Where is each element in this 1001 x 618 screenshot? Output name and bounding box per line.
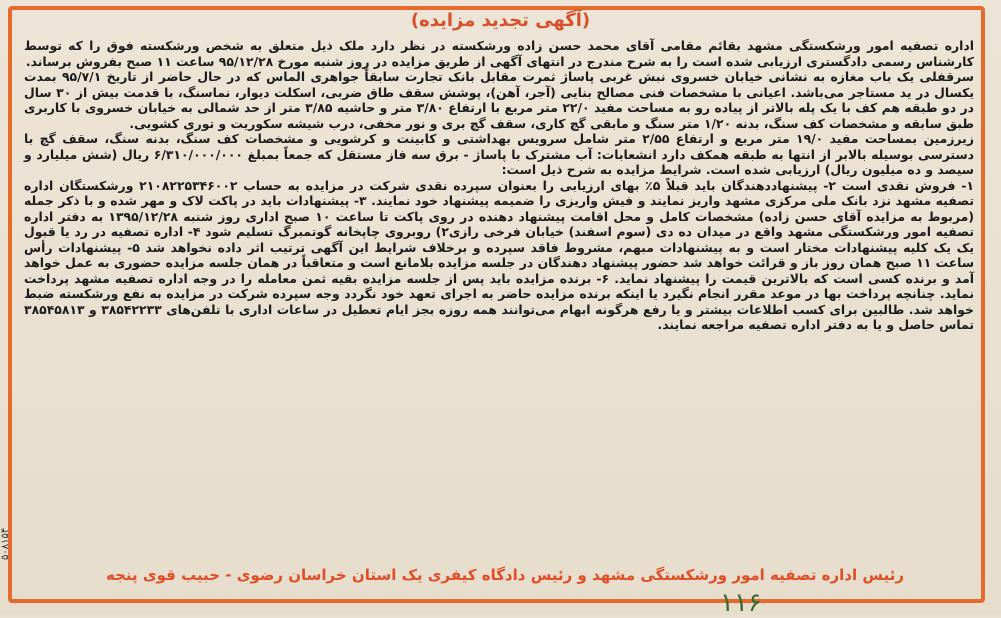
intro-paragraph: اداره تصفیه امور ورشکستگی مشهد بقائم مقامی آقای محمد حسن زاده ورشکسته در نظر دارد ملک ذیل متعلق به شخص ورشکسته فوق را که توسط کارشناس رسمی دادگستری ارزیابی شده است را به شرح مندرج در انتهای آگهی از طریق مزایده در روز شنبه مورخ ۹۵/۱۲/۲۸ ساعت ۱۱ صبح بفروش برساند.: [24, 38, 974, 69]
side-reference-code: ۵۰۸۱۵۴: [0, 527, 11, 560]
ad-signature: رئیس اداره تصفیه امور ورشکستگی مشهد و رئیس دادگاه کیفری یک استان خراسان رضوی - حبیب قوی پنجه: [106, 566, 904, 584]
ad-body: [24, 38, 974, 333]
property-description-paragraph: سرقفلی یک باب مغازه به نشانی خیابان خسروی نبش غربی پاساژ ثمرت مقابل بانک تجارت سابقاً جواهری الماس که در حال حاضر از تاریخ ۹۵/۷/۱ بمدت یکسال در ید مستاجر می‌باشد. اعیانی با مشخصات فنی مصالح بنایی (آجر، آهن)، پوشش سقف طاق ضربی، اسکلت دیوار، نماسنگ، با قدمت بیش از ۳۰ سال در دو طبقه هم کف با یک پله بالاتر از پیاده رو به مساحت مفید ۲۲/۰ متر مربع با ارتفاع ۳/۸۰ متر و حاشیه ۳/۸۵ متر از حد شمالی به خیابان خسروی با کاربری طبق سابقه و مشخصات کف سنگ، بدنه ۱/۲۰ متر سنگ و مابقی گچ کاری، سقف گچ بری و نور مخفی، درب شیشه سکوریت و توری کشویی.: [24, 69, 975, 131]
ad-title: (آگهی تجدید مزایده): [410, 10, 591, 31]
auction-conditions-paragraph: ۱- فروش نقدی است ۲- پیشنهاددهندگان باید قبلاً ۵٪ بهای ارزیابی را بعنوان سپرده نقدی شرکت در مزایده به حساب ۲۱۰۸۲۲۵۳۴۶۰۰۲ ورشکستگان اداره تصفیه مشهد نزد بانک ملی مرکزی مشهد واریز نمایند و فیش واریزی را ضمیمه پیشنهاد خود نمایند. ۳- پیشنهادات باید در پاکت لاک و مهر شده و با ذکر جمله (مربوط به مزایده آقای حسن زاده) مشخصات کامل و محل اقامت پیشنهاد دهنده در روی پاکت تا ساعت ۱۰ صبح اداری روز شنبه ۱۳۹۵/۱۲/۲۸ به دفتر اداره تصفیه امور ورشکستگی مشهد واقع در میدان ده دی (سوم اسفند) خیابان فرخی رازی۲) روبروی چاپخانه گوتمبرگ تسلیم شود ۴- اداره تصفیه در رد یا قبول یک یک کلیه پیشنهادات مختار است و به پیشنهادات مبهم، مشروط فاقد سپرده و برخلاف شرایط این آگهی ترتیب اثر داده نخواهد شد ۵- پیشنهادات رأس ساعت ۱۱ صبح همان روز باز و قرائت خواهد شد حضور پیشنهاد دهندگان در جلسه مزایده بلامانع است و متعاقباً در همان جلسه مزایده حضوری به عمل خواهد آمد و برنده کسی است که بالاترین قیمت را پیشنهاد نماید. ۶- برنده مزایده باید پس از جلسه مزایده بقیه ثمن معامله را در وجه اداره تصفیه مشهد پرداخت نماید. چنانچه پرداخت بها در موعد مقرر انجام نگیرد یا اینکه برنده مزایده حاضر به اجرای تعهد خود نگردد وجه سپرده شرکت در مزایده به نفع ورشکسته ضبط خواهد شد. طالبین برای کسب اطلاعات بیشتر و یا رفع هرگونه ابهام می‌توانند همه روزه بجز ایام تعطیل در ساعات اداری با تلفن‌های ۳۸۵۴۲۲۳۳ و ۳۸۵۴۵۸۱۳ تماس حاصل و یا به دفتر اداره تصفیه مراجعه نمایند.: [24, 177, 975, 332]
handwritten-mark: ۱۱۶: [720, 588, 762, 618]
basement-description-paragraph: زیرزمین بمساحت مفید ۱۹/۰ متر مربع و ارتفاع ۲/۵۵ متر شامل سرویس بهداشتی و کابینت و کرشویی و مشخصات کف سنگ، بدنه سنگ، سقف گچ با دسترسی بوسیله بالابر از انتها به طبقه همکف دارد انشعابات: آب مشترک با پاساژ - برق سه فاز مستقل که جمعاً بمبلغ ۶/۳۱۰/۰۰۰/۰۰۰ ریال (شش میلیارد و سیصد و ده میلیون ریال) ارزیابی شده است. شرایط مزایده به شرح ذیل است:: [24, 131, 975, 177]
